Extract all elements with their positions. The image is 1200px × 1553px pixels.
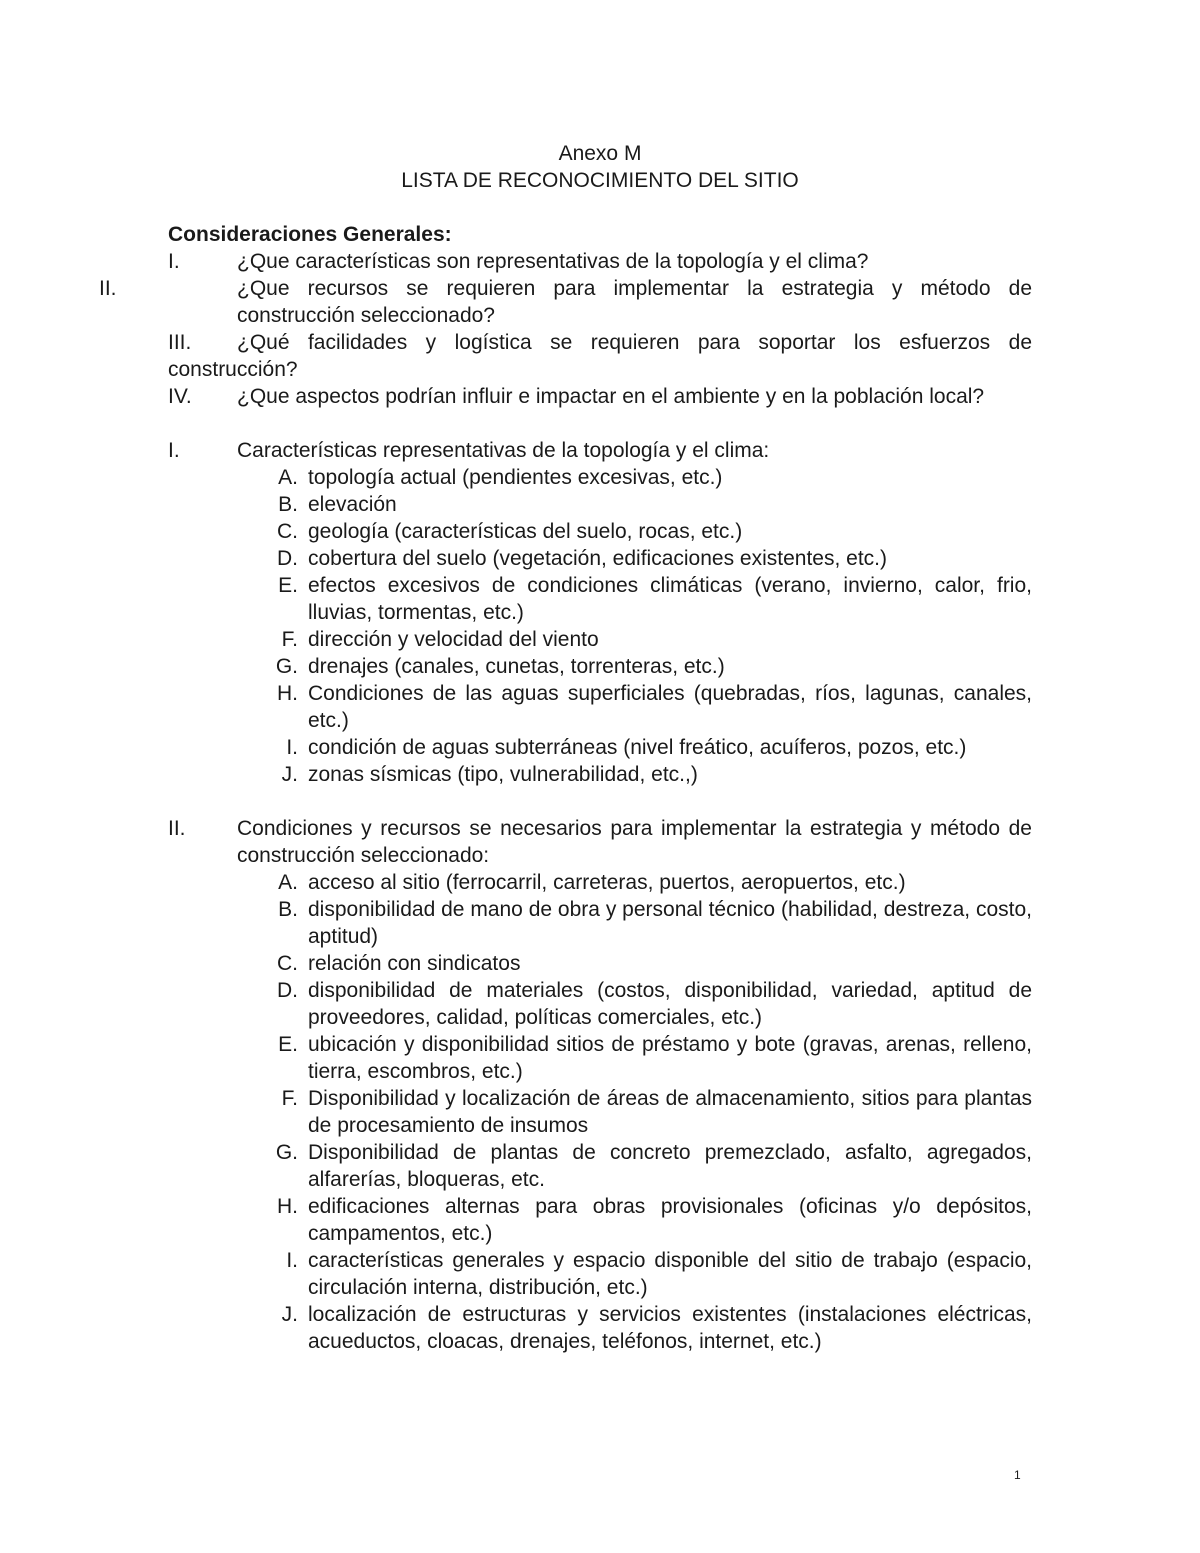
item-letter: A.: [278, 466, 298, 489]
list-item: [168, 626, 1032, 653]
list-item: [168, 1193, 1032, 1247]
item-letter: B.: [278, 898, 298, 921]
item-text: disponibilidad de mano de obra y personal técnico (habilidad, destreza, costo, aptitud): [308, 898, 1032, 948]
item-letter: G.: [275, 655, 298, 678]
item-text: drenajes (canales, cunetas, torrenteras, etc.): [308, 655, 725, 678]
document-page: [99, 140, 1032, 1355]
list-item: [168, 1247, 1032, 1301]
item-text: cobertura del suelo (vegetación, edificaciones existentes, etc.): [308, 547, 887, 570]
item-text: relación con sindicatos: [308, 952, 521, 975]
item-text: condición de aguas subterráneas (nivel freático, acuíferos, pozos, etc.): [308, 736, 967, 759]
question-number: III.: [168, 331, 192, 354]
question-text: ¿Que recursos se requieren para implementar la estrategia y método de construcción seleccionado?: [237, 277, 1032, 327]
list-item: [168, 761, 1032, 788]
item-letter: I.: [286, 736, 298, 759]
item-letter: J.: [281, 1303, 298, 1326]
item-text: Disponibilidad y localización de áreas de almacenamiento, sitios para plantas de procesamiento de insumos: [308, 1087, 1032, 1137]
list-item: [168, 950, 1032, 977]
item-text: ubicación y disponibilidad sitios de préstamo y bote (gravas, arenas, relleno, tierra, escombros, etc.): [308, 1033, 1032, 1083]
item-letter: D.: [277, 547, 298, 570]
question-text: ¿Que características son representativas de la topología y el clima?: [237, 250, 869, 273]
item-letter: B.: [278, 493, 298, 516]
question-number: II.: [99, 277, 117, 300]
list-item: [168, 518, 1032, 545]
item-text: Condiciones de las aguas superficiales (quebradas, ríos, lagunas, canales, etc.): [308, 682, 1032, 732]
item-letter: E.: [278, 1033, 298, 1056]
item-letter: D.: [277, 979, 298, 1002]
item-list: [168, 464, 1032, 788]
item-text: acceso al sitio (ferrocarril, carreteras, puertos, aeropuertos, etc.): [308, 871, 906, 894]
question-number: IV.: [168, 385, 192, 408]
section-title: Características representativas de la topología y el clima:: [237, 439, 770, 462]
item-letter: J.: [281, 763, 298, 786]
item-letter: F.: [281, 1087, 298, 1110]
item-letter: H.: [277, 1195, 298, 1218]
list-item: [168, 1139, 1032, 1193]
section-number: I.: [168, 439, 180, 462]
list-item: [168, 896, 1032, 950]
item-text: disponibilidad de materiales (costos, disponibilidad, variedad, aptitud de proveedores, calidad, políticas comerciales, etc.): [308, 979, 1032, 1029]
list-item: [168, 734, 1032, 761]
item-text: topología actual (pendientes excesivas, etc.): [308, 466, 723, 489]
list-item: [168, 653, 1032, 680]
item-letter: G.: [275, 1141, 298, 1164]
general-question: [168, 383, 1032, 410]
item-text: efectos excesivos de condiciones climáticas (verano, invierno, calor, frio, lluvias, tormentas, etc.): [308, 574, 1032, 624]
question-text: ¿Qué facilidades y logística se requieren para soportar los esfuerzos de construcción?: [168, 331, 1032, 381]
section-heading: [168, 437, 1032, 464]
list-item: [168, 545, 1032, 572]
annex-title: Anexo M: [558, 142, 642, 165]
item-letter: E.: [278, 574, 298, 597]
general-considerations-heading: Consideraciones Generales:: [168, 223, 452, 246]
list-item: [168, 869, 1032, 896]
question-text: ¿Que aspectos podrían influir e impactar en el ambiente y en la población local?: [237, 385, 985, 408]
item-text: elevación: [308, 493, 397, 516]
item-letter: A.: [278, 871, 298, 894]
item-text: zonas sísmicas (tipo, vulnerabilidad, etc.,): [308, 763, 698, 786]
general-question: [168, 248, 1032, 275]
general-question: [168, 329, 1032, 383]
section-resources-conditions: [168, 815, 1032, 1355]
list-item: [168, 1031, 1032, 1085]
item-text: dirección y velocidad del viento: [308, 628, 599, 651]
list-item: [168, 977, 1032, 1031]
item-letter: C.: [277, 952, 298, 975]
list-item: [168, 680, 1032, 734]
question-number: I.: [168, 250, 180, 273]
item-text: Disponibilidad de plantas de concreto premezclado, asfalto, agregados, alfarerías, bloqueras, etc.: [308, 1141, 1032, 1191]
section-topology-climate: [168, 437, 1032, 788]
item-text: geología (características del suelo, rocas, etc.): [308, 520, 743, 543]
section-title: Condiciones y recursos se necesarios para implementar la estrategia y método de construcción seleccionado:: [237, 817, 1032, 867]
document-subtitle: LISTA DE RECONOCIMIENTO DEL SITIO: [401, 169, 799, 192]
general-question: [99, 275, 1032, 329]
section-heading: [168, 815, 1032, 869]
item-text: características generales y espacio disponible del sitio de trabajo (espacio, circulación interna, distribución, etc.): [308, 1249, 1032, 1299]
item-text: localización de estructuras y servicios existentes (instalaciones eléctricas, acueductos, cloacas, drenajes, teléfonos, internet, etc.): [308, 1303, 1032, 1353]
list-item: [168, 572, 1032, 626]
item-letter: I.: [286, 1249, 298, 1272]
item-letter: C.: [277, 520, 298, 543]
list-item: [168, 1301, 1032, 1355]
item-letter: F.: [281, 628, 298, 651]
item-letter: H.: [277, 682, 298, 705]
item-text: edificaciones alternas para obras provisionales (oficinas y/o depósitos, campamentos, etc.): [308, 1195, 1032, 1245]
section-number: II.: [168, 817, 186, 840]
list-item: [168, 491, 1032, 518]
list-item: [168, 1085, 1032, 1139]
item-list: [168, 869, 1032, 1355]
list-item: [168, 464, 1032, 491]
page-number: 1: [1014, 1468, 1021, 1482]
